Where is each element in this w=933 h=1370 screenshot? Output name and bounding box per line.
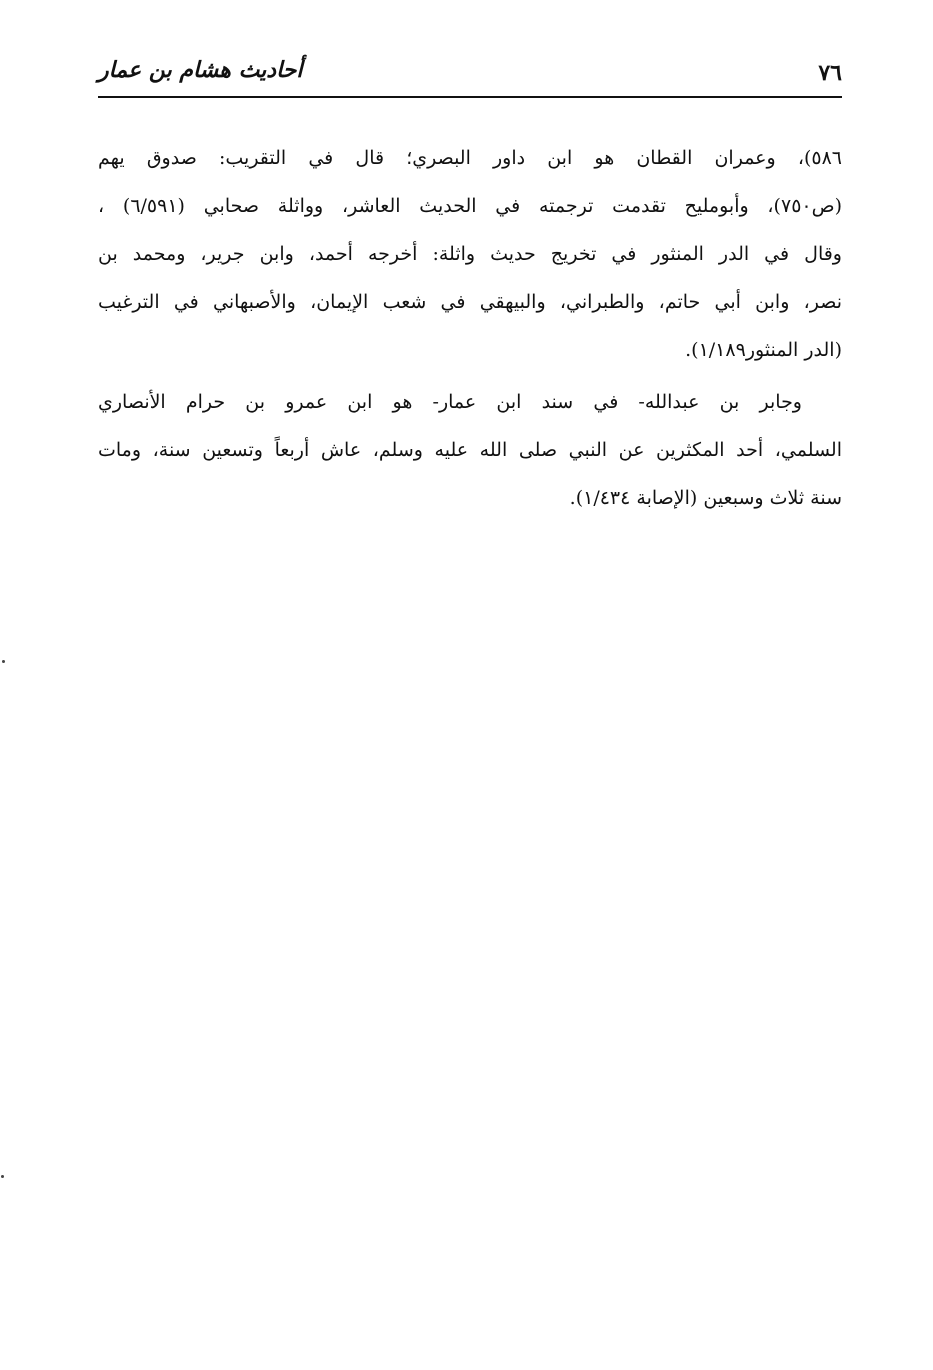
paragraph-2 bbox=[98, 378, 842, 522]
text-line: وجابر بن عبدالله- في سند ابن عمار- هو ابن عمرو بن حرام الأنصاري bbox=[98, 391, 802, 413]
text-line: نصر، وابن أبي حاتم، والطبراني، والبيهقي في شعب الإيمان، والأصبهاني في الترغيب bbox=[98, 291, 842, 313]
page-number: ٧٦ bbox=[818, 60, 842, 86]
running-title: أحاديث هشام بن عمار bbox=[98, 58, 303, 83]
scan-speck bbox=[1, 1175, 4, 1178]
text-line: ٥٨٦)، وعمران القطان هو ابن داور البصري؛ قال في التقريب: صدوق يهم bbox=[98, 147, 842, 169]
text-line: (ص٧٥٠)، وأبومليح تقدمت ترجمته في الحديث العاشر، وواثلة صحابي (٦/٥٩١) ، bbox=[98, 195, 842, 217]
paragraph-1 bbox=[98, 134, 842, 374]
main-text bbox=[98, 134, 842, 522]
header-divider bbox=[98, 96, 842, 98]
text-line: السلمي، أحد المكثرين عن النبي صلى الله عليه وسلم، عاش أربعاً وتسعين سنة، ومات bbox=[98, 439, 842, 461]
text-line: (الدر المنثور١/١٨٩). bbox=[685, 339, 842, 361]
text-line: سنة ثلاث وسبعين (الإصابة ١/٤٣٤). bbox=[569, 487, 842, 509]
page-header bbox=[98, 56, 842, 96]
scan-speck bbox=[2, 660, 5, 663]
text-line: وقال في الدر المنثور في تخريج حديث واثلة: أخرجه أحمد، وابن جرير، ومحمد بن bbox=[98, 243, 842, 265]
